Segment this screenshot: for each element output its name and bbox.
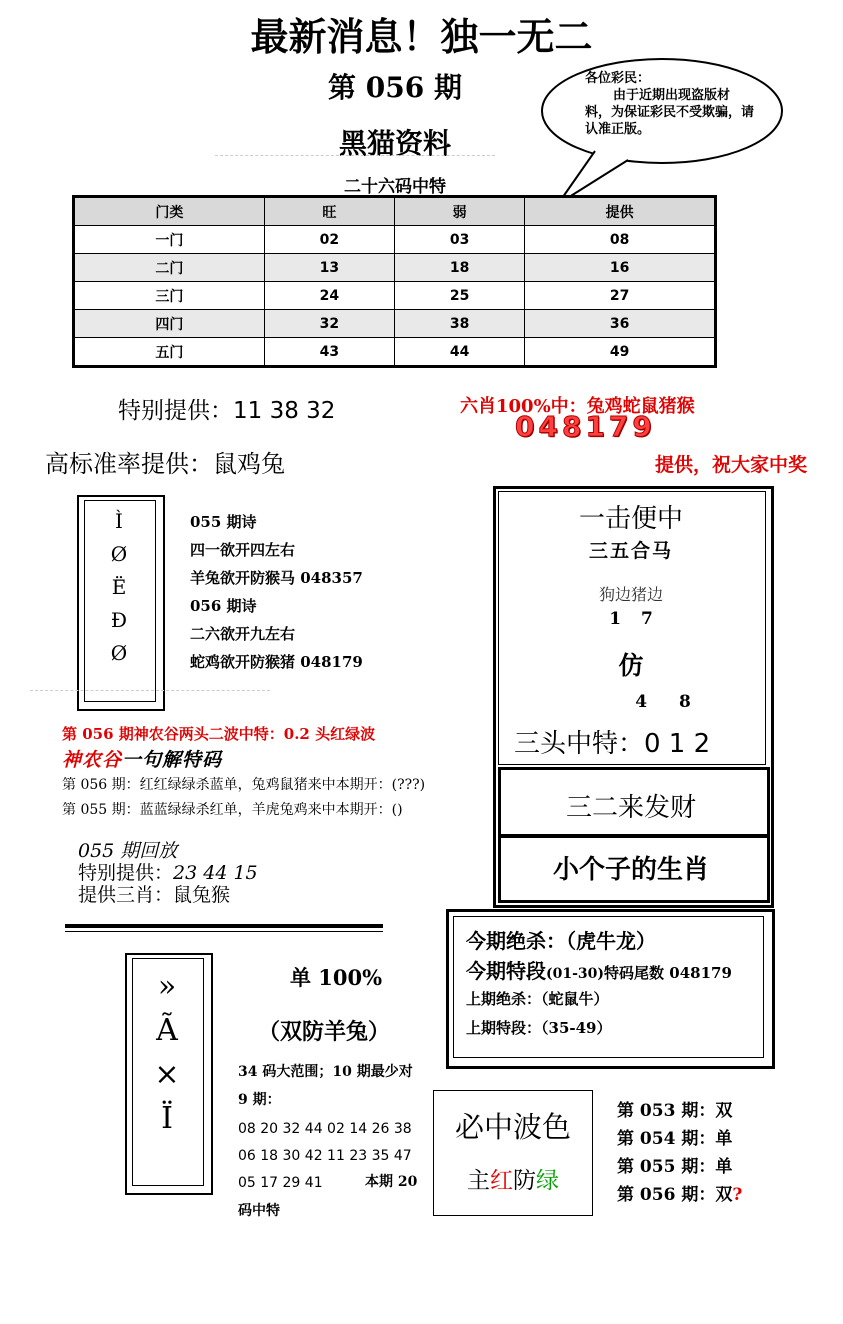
bubble-text [585, 70, 755, 150]
vertical-box-text [84, 505, 154, 670]
table-cell: 五门 [74, 338, 265, 367]
page-subtitle: 黑猫资料 [338, 127, 451, 160]
number-line: 08 20 32 44 02 14 26 38 [238, 1121, 412, 1137]
vertical-char: Ë [111, 575, 127, 599]
table-cell: 一门 [74, 226, 265, 254]
table-cell: 49 [525, 338, 716, 367]
replay-special-value: 23 44 15 [173, 862, 258, 884]
liuxiao-numbers: 048179 [515, 410, 656, 443]
num-17: 1 7 [609, 609, 653, 629]
mazhongte-text: 码中特 [238, 1203, 280, 1219]
table-cell: 02 [264, 226, 394, 254]
history-item [617, 1153, 742, 1181]
history-item [617, 1181, 742, 1209]
divider [30, 690, 270, 691]
history-value: 双 [715, 1185, 733, 1205]
history-label: 第 054 期： [617, 1129, 716, 1149]
vertical-char: Ì [115, 509, 123, 533]
wave-main: 主 [467, 1168, 490, 1194]
history-value: 双 [715, 1101, 733, 1121]
wave-red: 红 [490, 1168, 513, 1194]
santou-text: 三头中特：0 1 2 [514, 729, 711, 759]
replay-block [78, 840, 258, 906]
table-row [74, 254, 716, 282]
special-provide [118, 392, 335, 425]
replay-three [78, 884, 258, 906]
history-value: 单 [715, 1157, 733, 1177]
benqi-text: 本期 20 [365, 1174, 418, 1190]
wave-color-sub [433, 1162, 593, 1195]
table-cell: 二门 [74, 254, 265, 282]
shennong-title-red: 神农谷 [62, 749, 123, 771]
poem-block [190, 508, 363, 676]
number-line: 06 18 30 42 11 23 35 47 [238, 1148, 412, 1164]
yiji-text: 一击便中 [578, 504, 683, 534]
replay-title: 055 期回放 [78, 840, 178, 862]
poem-line: 羊兔欲开防猴马 048357 [190, 569, 363, 587]
table-cell: 44 [394, 338, 524, 367]
kill-current: 今期绝杀：（虎牛龙） [466, 929, 656, 953]
table-cell: 四门 [74, 310, 265, 338]
history-list [617, 1097, 742, 1209]
kill-segment-range: (01-30) [546, 966, 605, 982]
divider [215, 155, 495, 156]
vertical-char: Ð [110, 608, 128, 632]
horizontal-rule [65, 924, 383, 928]
xiaogezi-text: 小个子的生肖 [552, 855, 709, 885]
gaobiao-value: 鼠鸡兔 [213, 450, 285, 478]
number-line: 05 17 29 41 [238, 1175, 323, 1191]
poem-line: 蛇鸡欲开防猴猪 048179 [190, 653, 363, 671]
fang-text: 仿 [618, 651, 644, 680]
vertical-char: Ø [110, 641, 128, 665]
vertical-char: Ï [161, 1101, 173, 1136]
goubian-text: 狗边猪边 [598, 585, 663, 604]
kill-segment-label: 今期特段 [466, 959, 546, 983]
special-value: 11 38 32 [233, 398, 336, 424]
kill-last: 上期绝杀：（蛇鼠牛） [466, 990, 609, 1008]
range-line: 34 码大范围；10 期最少对 [238, 1064, 413, 1080]
sane-text: 三二来发财 [565, 793, 696, 823]
wave-line: 第 056 期：红红绿绿杀蓝单，兔鸡鼠猪来中本期开：(???) [62, 777, 426, 793]
table-cell: 18 [394, 254, 524, 282]
shuangfang-text: （双防羊兔） [258, 1019, 391, 1045]
table-cell: 38 [394, 310, 524, 338]
table-caption: 二十六码中特 [344, 177, 446, 197]
table-cell: 36 [525, 310, 716, 338]
greeting-text: 提供，祝大家中奖 [655, 454, 808, 476]
table-row [74, 282, 716, 310]
kill-segment [466, 955, 732, 984]
dan-100: 单 100% [290, 965, 383, 990]
history-value: 单 [715, 1129, 733, 1149]
shennong-title-black: 一句解特码 [122, 749, 223, 771]
history-question: ? [732, 1185, 743, 1205]
wave-fang: 防 [513, 1168, 536, 1194]
bubble-line1: 各位彩民： [585, 71, 651, 86]
replay-special [78, 862, 258, 884]
history-item [617, 1097, 742, 1125]
gaobiao-label: 高标准率提供： [45, 450, 213, 478]
range-line: 9 期： [238, 1092, 281, 1108]
poem-line: 四一欲开四左右 [190, 541, 296, 559]
range-text [238, 1058, 423, 1114]
page-title: 最新消息！独一无二 [250, 14, 593, 59]
table-cell: 27 [525, 282, 716, 310]
shennong-heading: 第 056 期神农谷两头二波中特：0.2 头红绿波 [62, 725, 376, 743]
table-cell: 43 [264, 338, 394, 367]
history-label: 第 053 期： [617, 1101, 716, 1121]
replay-three-label: 提供三肖： [78, 884, 174, 906]
table-cell: 25 [394, 282, 524, 310]
replay-three-value: 鼠兔猴 [173, 884, 231, 906]
horizontal-rule-thin [65, 931, 383, 932]
history-label: 第 056 期： [617, 1185, 716, 1205]
table-row [74, 226, 716, 254]
special-label: 特别提供： [118, 398, 233, 424]
history-item [617, 1125, 742, 1153]
vertical-char: Ø [110, 542, 128, 566]
gaobiao-provide [45, 444, 285, 479]
poem-line: 056 期诗 [190, 597, 257, 615]
table-cell: 24 [264, 282, 394, 310]
table-cell: 三门 [74, 282, 265, 310]
bubble-line2: 由于近期出现盗版材料，为保证彩民不受欺骗，请认准正版。 [585, 88, 755, 137]
table-cell: 03 [394, 226, 524, 254]
table-cell: 08 [525, 226, 716, 254]
num-48: 4 8 [635, 692, 691, 712]
table-cell: 32 [264, 310, 394, 338]
table-header-row [74, 197, 716, 226]
poem-line: 055 期诗 [190, 513, 257, 531]
poem-line: 二六欲开九左右 [190, 625, 296, 643]
liuxiao-text: 六肖100%中：兔鸡蛇鼠猪猴 [460, 396, 695, 417]
table-header: 提供 [525, 197, 716, 226]
wave-color-title: 必中波色 [454, 1110, 571, 1144]
shennong-title [62, 745, 222, 772]
table-header: 门类 [74, 197, 265, 226]
table-cell: 16 [525, 254, 716, 282]
table-header: 弱 [394, 197, 524, 226]
table-cell: 13 [264, 254, 394, 282]
wave-green: 绿 [536, 1168, 559, 1194]
vertical-char: » [157, 969, 177, 1004]
table-row [74, 338, 716, 367]
vertical-char: Ã [156, 1013, 178, 1048]
kill-segment-tail: 特码尾数 048179 [604, 964, 732, 982]
replay-special-label: 特别提供： [78, 862, 174, 884]
issue-number: 第 056 期 [328, 71, 462, 104]
kill-last-segment: 上期特段：（35-49） [466, 1019, 612, 1037]
vertical-box-text [132, 965, 202, 1141]
table-header: 旺 [264, 197, 394, 226]
code-table [72, 195, 717, 368]
sanwu-text: 三五合马 [588, 540, 673, 562]
vertical-char: × [154, 1057, 180, 1092]
table-row [74, 310, 716, 338]
history-label: 第 055 期： [617, 1157, 716, 1177]
wave-line: 第 055 期：蓝蓝绿绿杀红单，羊虎兔鸡来中本期开：() [62, 802, 403, 818]
